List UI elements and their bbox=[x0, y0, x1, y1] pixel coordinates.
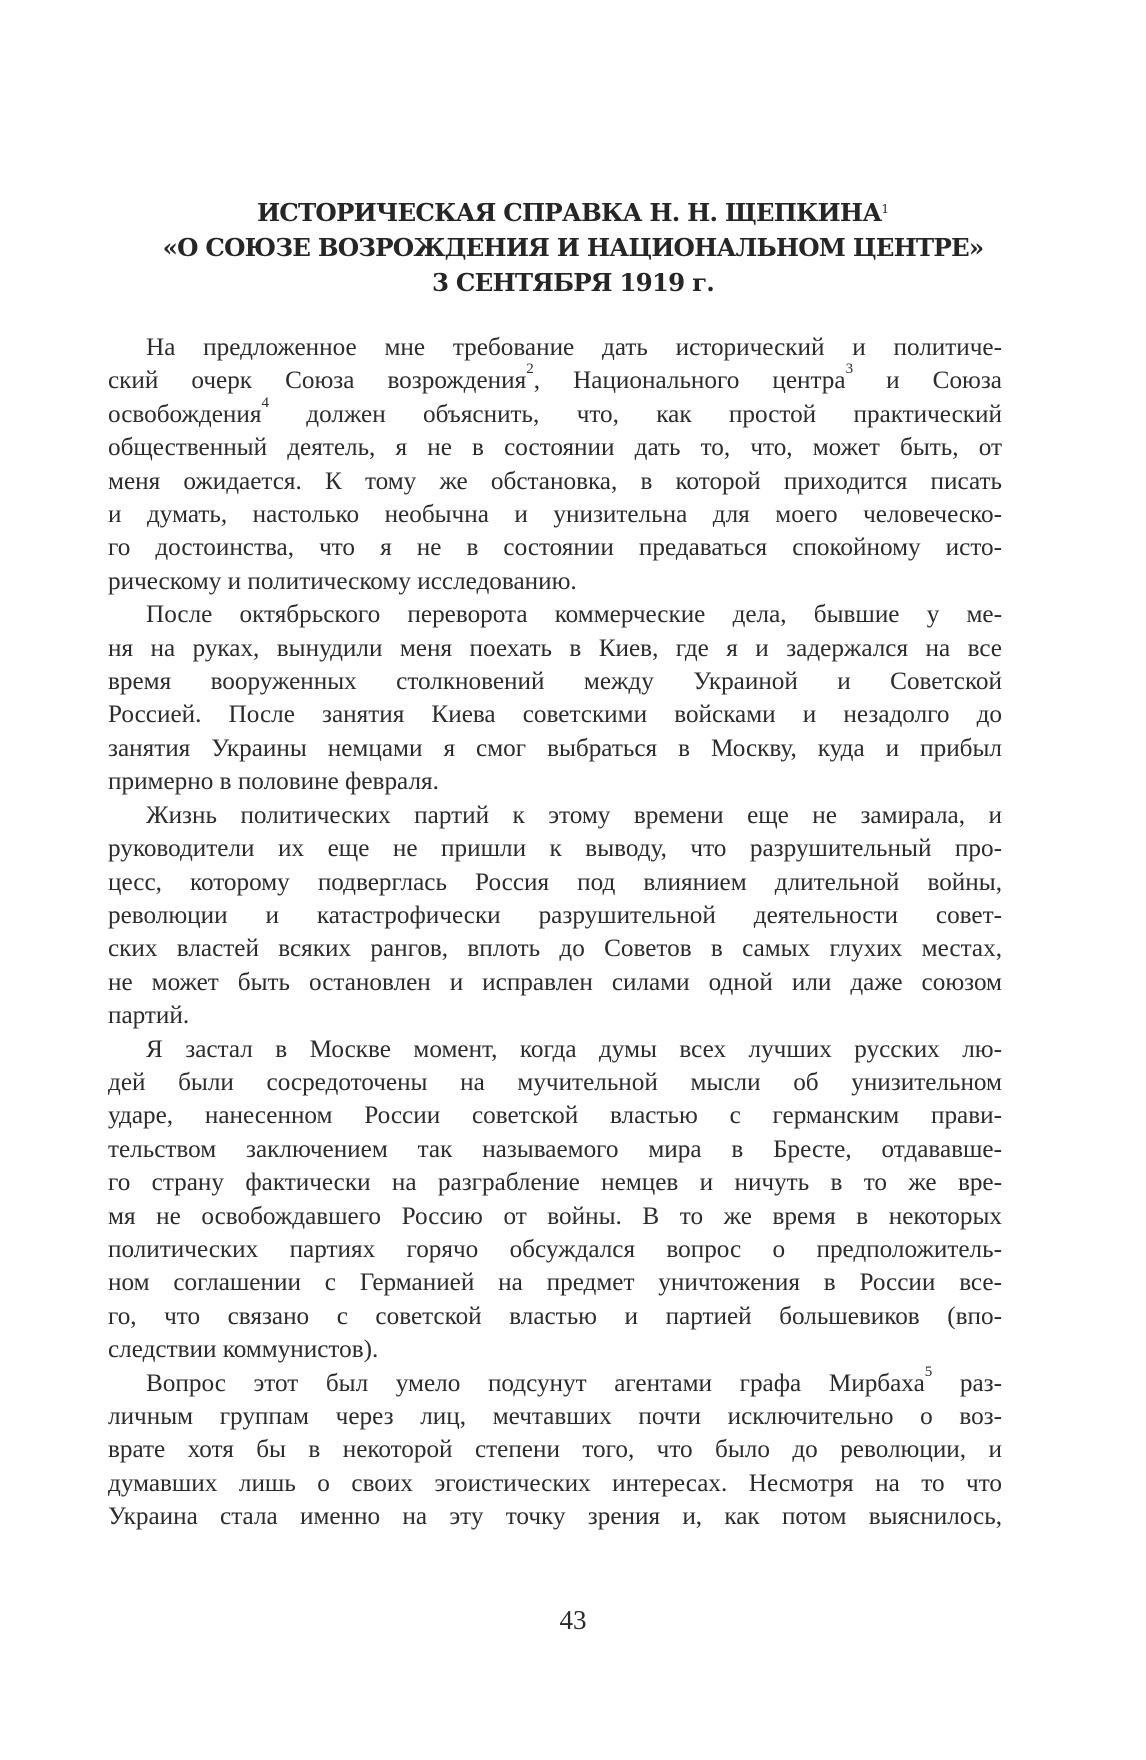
paragraph bbox=[108, 1033, 1002, 1367]
text-line bbox=[108, 1363, 1002, 1400]
text-run: ном соглашении с Германией на предмет уничтожения в России все- bbox=[108, 1269, 1002, 1297]
text-run: примерно в половине февраля. bbox=[108, 768, 439, 796]
footnote-ref: 3 bbox=[845, 361, 854, 378]
text-run: мя не освобождавшего Россию от войны. В то же время в некоторых bbox=[108, 1202, 1002, 1230]
text-line bbox=[108, 465, 1002, 498]
text-run: раз- bbox=[932, 1369, 1002, 1397]
text-run: занятия Украины немцами я смог выбраться в Москву, куда и прибыл bbox=[108, 734, 1002, 762]
text-line bbox=[108, 765, 1002, 798]
text-run: следствии коммунистов). bbox=[108, 1336, 379, 1364]
text-line bbox=[108, 632, 1002, 665]
footnote-ref: 1 bbox=[881, 202, 890, 216]
text-line bbox=[108, 1333, 1002, 1366]
text-line bbox=[108, 832, 1002, 865]
text-line bbox=[108, 394, 1002, 431]
text-line bbox=[108, 799, 1002, 832]
footnote-ref: 2 bbox=[526, 361, 534, 378]
paragraph bbox=[108, 799, 1002, 1033]
text-run: цесс, которому подверглась Россия под влиянием длительной войны, bbox=[108, 868, 1002, 896]
text-run: время вооруженных столкновений между Украиной и Советской bbox=[108, 668, 1002, 696]
text-line bbox=[108, 1133, 1002, 1166]
text-run: Жизнь политических партий к этому времени еще не замирала, и bbox=[146, 801, 1002, 829]
text-run: партий. bbox=[108, 1002, 190, 1030]
text-run: го, что связано с советской властью и партией большевиков (впо- bbox=[108, 1302, 1002, 1330]
paragraph bbox=[108, 1363, 1002, 1534]
text-run: Вопрос этот был умело подсунут агентами графа Мирбаха bbox=[146, 1369, 925, 1397]
text-line bbox=[108, 1066, 1002, 1099]
text-run: ударе, нанесенном России советской властью с германским прави- bbox=[108, 1102, 1002, 1130]
heading-line-1 bbox=[100, 195, 1046, 230]
text-line bbox=[108, 431, 1002, 464]
text-run: го страну фактически на разграбление немцев и ничуть в то же вре- bbox=[108, 1169, 1002, 1197]
heading-title-text: ИСТОРИЧЕСКАЯ СПРАВКА Н. Н. ЩЕПКИНА bbox=[256, 198, 882, 227]
footnote-ref: 5 bbox=[924, 1363, 933, 1380]
text-line bbox=[108, 1166, 1002, 1199]
text-run: Я застал в Москве момент, когда думы всех лучших русских лю- bbox=[146, 1035, 1002, 1063]
text-run: революции и катастрофически разрушительной деятельности совет- bbox=[108, 901, 1002, 929]
text-line bbox=[108, 1467, 1002, 1500]
text-line bbox=[108, 598, 1002, 631]
text-line bbox=[108, 1266, 1002, 1299]
text-run: Россией. После занятия Киева советскими войсками и незадолго до bbox=[108, 701, 1002, 729]
text-line bbox=[108, 498, 1002, 531]
text-run: ский очерк Союза возрождения bbox=[108, 367, 527, 395]
text-line bbox=[108, 1033, 1002, 1066]
text-run: ня на руках, вынудили меня поехать в Киев, где я и задержался на все bbox=[108, 634, 1002, 662]
text-run: освобождения bbox=[108, 400, 262, 428]
body-text bbox=[108, 331, 1002, 1534]
paragraph bbox=[108, 331, 1002, 598]
text-run: тельством заключением так называемого мира в Бресте, отдававше- bbox=[108, 1135, 1002, 1163]
text-run: ских властей всяких рангов, вплоть до Советов в самых глухих местах, bbox=[108, 935, 1002, 963]
text-run: врате хотя бы в некоторой степени того, что было до революции, и bbox=[108, 1436, 1002, 1464]
text-run: и думать, настолько необычна и унизительна для моего человеческо- bbox=[108, 501, 1002, 529]
heading-line-2: «О СОЮЗЕ ВОЗРОЖДЕНИЯ И НАЦИОНАЛЬНОМ ЦЕНТРЕ» bbox=[162, 233, 984, 262]
text-run: , Национального центра bbox=[533, 367, 846, 395]
text-line bbox=[108, 732, 1002, 765]
text-run: руководители их еще не пришли к выводу, что разрушительный про- bbox=[108, 835, 1002, 863]
heading-line-3: 3 СЕНТЯБРЯ 1919 г. bbox=[431, 268, 715, 297]
text-run: должен объяснить, что, как простой практический bbox=[268, 400, 1002, 428]
text-run: не может быть остановлен и исправлен силами одной или даже союзом bbox=[108, 968, 1002, 996]
text-line bbox=[108, 361, 1002, 397]
text-run: рическому и политическому исследованию. bbox=[108, 567, 577, 595]
text-run: На предложенное мне требование дать исторический и политиче- bbox=[146, 334, 1002, 361]
document-heading bbox=[100, 195, 1046, 300]
text-run: личным группам через лиц, мечтавших почти исключительно о воз- bbox=[108, 1403, 1002, 1430]
text-line bbox=[108, 698, 1002, 731]
text-run: го достоинства, что я не в состоянии предаваться спокойному исто- bbox=[108, 534, 1002, 562]
text-line bbox=[108, 1099, 1002, 1132]
text-line bbox=[108, 866, 1002, 899]
text-line bbox=[108, 1400, 1002, 1433]
text-line bbox=[108, 565, 1002, 598]
footnote-ref: 4 bbox=[261, 394, 269, 411]
text-line bbox=[108, 665, 1002, 698]
text-run: и Союза bbox=[853, 367, 1002, 395]
text-run: дей были сосредоточены на мучительной мысли об унизительном bbox=[108, 1068, 1002, 1096]
text-line bbox=[108, 966, 1002, 999]
text-line bbox=[108, 999, 1002, 1032]
text-line bbox=[108, 331, 1002, 364]
paragraph bbox=[108, 598, 1002, 798]
text-run: политических партиях горячо обсуждался вопрос о предположитель- bbox=[108, 1235, 1002, 1263]
text-run: Украина стала именно на эту точку зрения и, как потом выяснилось, bbox=[108, 1503, 1002, 1531]
text-line bbox=[108, 1200, 1002, 1233]
text-run: общественный деятель, я не в состоянии дать то, что, может быть, от bbox=[108, 434, 1002, 462]
text-line bbox=[108, 899, 1002, 932]
text-line bbox=[108, 531, 1002, 564]
text-run: думавших лишь о своих эгоистических интересах. Несмотря на то что bbox=[108, 1469, 1002, 1497]
text-line bbox=[108, 1300, 1002, 1333]
text-line bbox=[108, 1433, 1002, 1466]
text-run: После октябрьского переворота коммерческие дела, бывшие у ме- bbox=[146, 601, 1002, 629]
text-line bbox=[108, 932, 1002, 965]
text-run: меня ожидается. К тому же обстановка, в которой приходится писать bbox=[108, 467, 1002, 495]
page-number: 43 bbox=[559, 1605, 587, 1635]
text-line bbox=[108, 1233, 1002, 1266]
text-line bbox=[108, 1500, 1002, 1533]
